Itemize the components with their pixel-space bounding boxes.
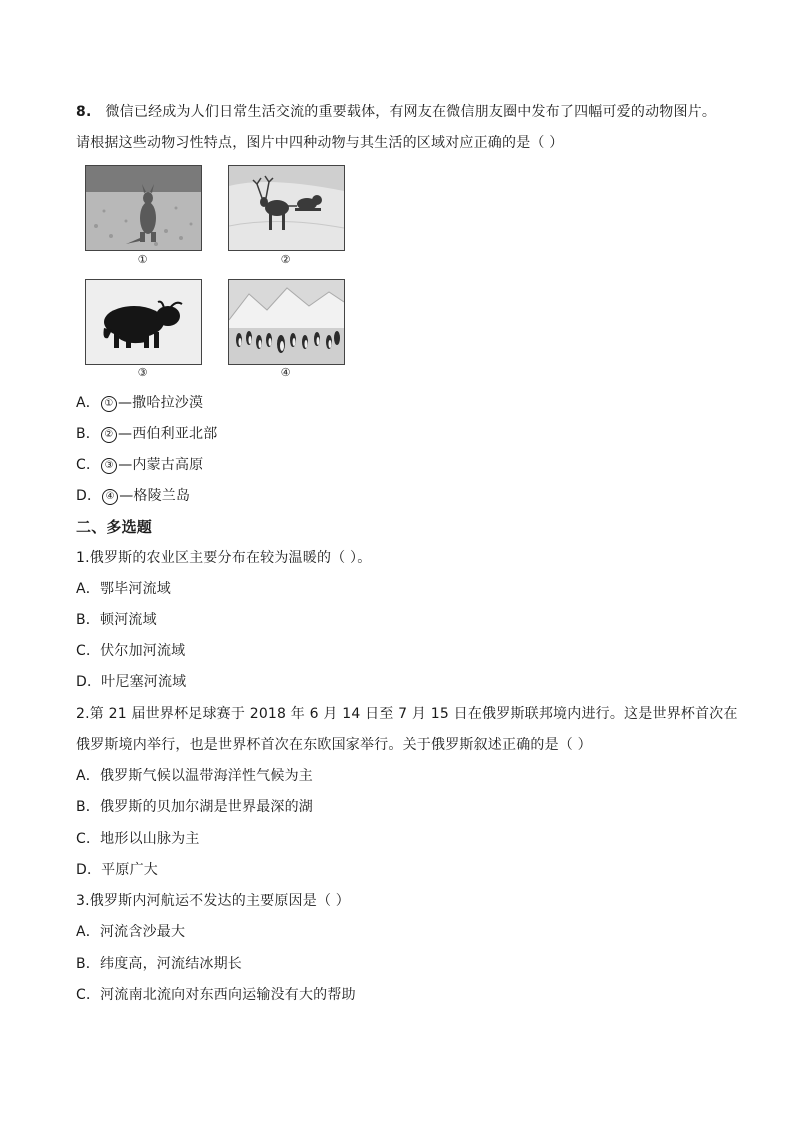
question-3-stem: 3.俄罗斯内河航运不发达的主要原因是（ ） (76, 893, 351, 909)
option-text: —撒哈拉沙漠 (117, 395, 204, 411)
q8-option-c[interactable] (76, 455, 203, 475)
q8-option-d[interactable] (76, 486, 190, 506)
penguins-photo (228, 279, 345, 365)
q2-option-a[interactable]: A．俄罗斯气候以温带海洋性气候为主 (76, 768, 313, 784)
q2-option-d[interactable]: D．平原广大 (76, 862, 158, 878)
option-marker: ④ (102, 489, 118, 505)
option-letter: C． (76, 457, 101, 473)
question-1-stem: 1.俄罗斯的农业区主要分布在较为温暖的（ ）。 (76, 550, 372, 566)
option-marker: ① (101, 396, 117, 412)
q2-option-b[interactable]: B．俄罗斯的贝加尔湖是世界最深的湖 (76, 799, 314, 815)
question-2-stem-line1: 2.第 21 届世界杯足球赛于 2018 年 6 月 14 日至 7 月 15 日在俄罗斯联邦境内进行。这是世界杯首次在 (76, 706, 738, 722)
q1-option-b[interactable]: B．顿河流域 (76, 612, 157, 628)
option-marker: ② (101, 427, 117, 443)
question-8-number: 8. (76, 104, 92, 120)
image-3-caption: ③ (137, 366, 148, 379)
option-letter: D． (76, 488, 102, 504)
image-4-caption: ④ (280, 366, 291, 379)
q3-option-c[interactable]: C．河流南北流向对东西向运输没有大的帮助 (76, 987, 356, 1003)
q3-option-b[interactable]: B．纬度高，河流结冰期长 (76, 956, 243, 972)
q8-option-a[interactable] (76, 393, 203, 413)
option-marker: ③ (101, 458, 117, 474)
q1-option-c[interactable]: C．伏尔加河流域 (76, 643, 186, 659)
option-text: —内蒙古高原 (118, 457, 204, 473)
q3-option-a[interactable]: A．河流含沙最大 (76, 924, 186, 940)
option-text: —格陵兰岛 (119, 488, 191, 504)
question-8-stem-line1 (76, 102, 716, 122)
reindeer-photo (228, 165, 345, 251)
section-title: 二、多选题 (76, 518, 153, 536)
question-8-stem-text: 微信已经成为人们日常生活交流的重要载体，有网友在微信朋友圈中发布了四幅可爱的动物图片。 (105, 104, 717, 120)
question-2-stem-line2: 俄罗斯境内举行，也是世界杯首次在东欧国家举行。关于俄罗斯叙述正确的是（ ） (76, 737, 592, 753)
q1-option-a[interactable]: A．鄂毕河流域 (76, 581, 171, 597)
option-text: —西伯利亚北部 (118, 426, 218, 442)
image-2-caption: ② (280, 253, 291, 266)
option-letter: A． (76, 395, 100, 411)
option-letter: B． (76, 426, 101, 442)
q2-option-c[interactable]: C．地形以山脉为主 (76, 831, 200, 847)
image-1-caption: ① (137, 253, 148, 266)
yak-photo (85, 279, 202, 365)
q1-option-d[interactable]: D．叶尼塞河流域 (76, 674, 187, 690)
kangaroo-photo (85, 165, 202, 251)
q8-option-b[interactable] (76, 424, 217, 444)
question-8-stem-line2: 请根据这些动物习性特点，图片中四种动物与其生活的区域对应正确的是（ ） (76, 135, 564, 151)
